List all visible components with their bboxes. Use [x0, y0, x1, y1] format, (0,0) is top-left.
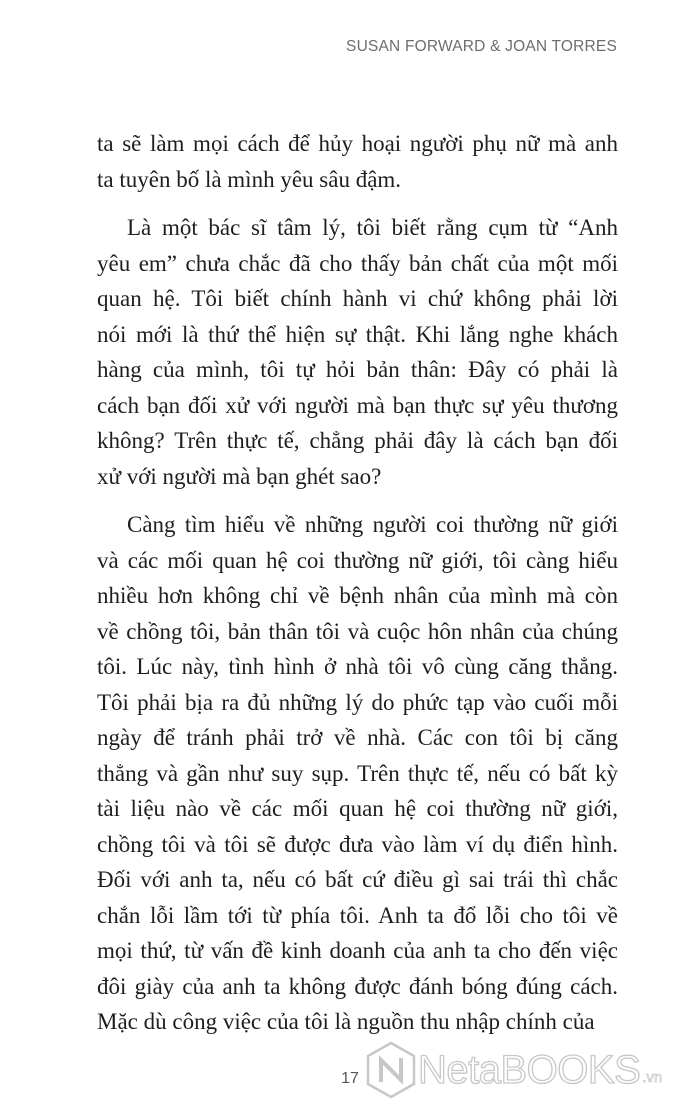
netabooks-logo-icon: [364, 1040, 418, 1100]
text-line: tôi. Lúc này, tình hình ở nhà tôi vô cùng căng thẳng.: [97, 654, 618, 679]
text-line: Tôi phải bịa ra đủ những lý do phức tạp vào cuối mỗi: [97, 689, 618, 715]
watermark-suffix: .vn: [642, 1068, 663, 1086]
page-number: 17: [341, 1070, 359, 1087]
text-line: quan hệ. Tôi biết chính hành vi chứ không phải lời: [97, 286, 618, 311]
text-line: xử với người mà bạn ghét sao?: [97, 463, 382, 489]
text-line: ta sẽ làm mọi cách để hủy hoại người phụ nữ mà anh: [97, 131, 618, 156]
text-line: chồng tôi và tôi sẽ được đưa vào làm ví dụ điển hình.: [97, 831, 618, 857]
text-line: Là một bác sĩ tâm lý, tôi biết rằng cụm từ “Anh: [127, 215, 618, 240]
text-line: mọi thứ, từ vấn đề kinh doanh của anh ta cho đến việc: [97, 938, 618, 963]
text-line: cách bạn đối xử với người mà bạn thực sự yêu thương: [97, 392, 618, 418]
paragraph: [97, 126, 618, 197]
text-line: nhiều hơn không chỉ về bệnh nhân của mình mà còn: [97, 583, 618, 608]
text-line: tài liệu nào về các mối quan hệ coi thường nữ giới,: [97, 796, 618, 821]
watermark-brand: NetaBOOKS: [418, 1047, 641, 1092]
text-line: Mặc dù công việc của tôi là nguồn thu nhập chính của: [97, 1009, 595, 1034]
text-line: thẳng và gần như suy sụp. Trên thực tế, nếu có bất kỳ: [97, 760, 618, 786]
text-line: Càng tìm hiểu về những người coi thường nữ giới: [127, 512, 618, 537]
text-line: chắn lỗi lầm tới từ phía tôi. Anh ta đổ lỗi cho tôi về: [97, 902, 618, 928]
text-line: ta tuyên bố là mình yêu sâu đậm.: [97, 166, 402, 192]
text-line: về chồng tôi, bản thân tôi và cuộc hôn nhân của chúng: [97, 618, 618, 644]
paragraph: [97, 210, 618, 494]
running-header: SUSAN FORWARD & JOAN TORRES: [346, 38, 617, 55]
watermark-logo: [364, 1040, 662, 1100]
text-line: ngày để tránh phải trở về nhà. Các con tôi bị căng: [97, 725, 618, 750]
text-line: đôi giày của anh ta không được đánh bóng đúng cách.: [97, 973, 618, 999]
text-line: yêu em” chưa chắc đã cho thấy bản chất của một mối: [97, 250, 618, 276]
body-text: [97, 126, 618, 1053]
text-line: hàng của mình, tôi tự hỏi bản thân: Đây có phải là: [97, 357, 618, 382]
text-line: không? Trên thực tế, chẳng phải đây là cách bạn đối: [97, 428, 618, 453]
text-line: Đối với anh ta, nếu có bất cứ điều gì sai trái thì chắc: [97, 867, 618, 892]
paragraph: [97, 507, 618, 1040]
text-line: nói mới là thứ thể hiện sự thật. Khi lắng nghe khách: [97, 321, 618, 347]
text-line: và các mối quan hệ coi thường nữ giới, tôi càng hiểu: [97, 547, 618, 573]
